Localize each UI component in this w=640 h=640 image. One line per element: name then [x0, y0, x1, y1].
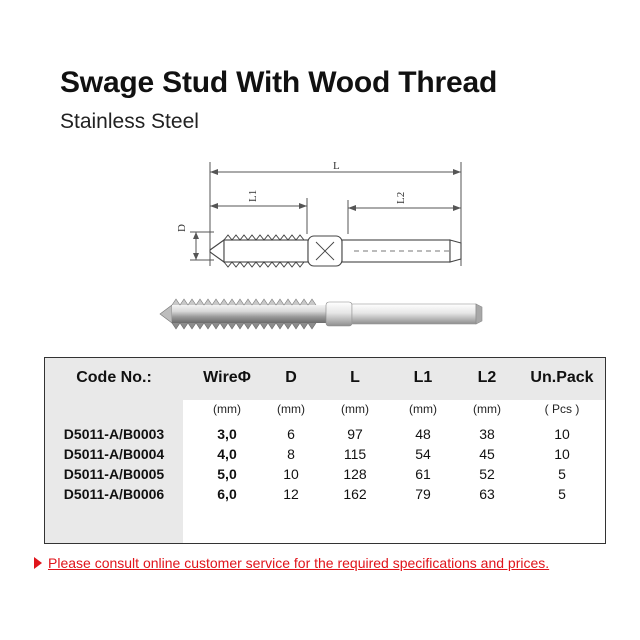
table-row-3-l2: 52 [479, 466, 495, 482]
table-row-3-l: 128 [343, 466, 367, 482]
table-row-1-d: 6 [287, 426, 295, 442]
table-row-4-code: D5011-A/B0006 [63, 486, 165, 502]
table-row-1-code: D5011-A/B0003 [63, 426, 165, 442]
dim-label-d: D [176, 224, 188, 232]
unit-unpack: ( Pcs ) [544, 402, 580, 416]
column-header-l: L [350, 369, 360, 386]
product-title: Swage Stud With Wood Thread [60, 66, 498, 99]
table-row-1-l2: 38 [479, 426, 495, 442]
table-row-3-d: 10 [283, 466, 299, 482]
column-header-unpack: Un.Pack [530, 369, 594, 386]
table-row-3-l1: 61 [415, 466, 431, 482]
table-row-4-d: 12 [283, 486, 299, 502]
table-row-1-wire: 3,0 [217, 426, 237, 442]
table-row-4-unpack: 5 [558, 486, 566, 502]
notice-text: Please consult online customer service for the required specifications and prices. [48, 555, 550, 571]
table-row-1-l: 97 [347, 426, 363, 442]
column-header-l1: L1 [413, 369, 433, 386]
table-row-2-code: D5011-A/B0004 [63, 446, 165, 462]
photo-stud [160, 299, 482, 329]
arrow-right-icon [34, 557, 42, 569]
table-row-2-l: 115 [343, 446, 367, 462]
table-row-4-l: 162 [343, 486, 367, 502]
table-row-3-unpack: 5 [558, 466, 566, 482]
table-row-4-l1: 79 [415, 486, 431, 502]
table-row-2-wire: 4,0 [217, 446, 237, 462]
table-row-4-l2: 63 [479, 486, 495, 502]
column-header-l2: L2 [477, 369, 497, 386]
column-header-wire: WireΦ [203, 369, 251, 386]
unit-l2: (mm) [473, 402, 501, 416]
column-header-code: Code No.: [76, 369, 152, 386]
unit-l: (mm) [341, 402, 369, 416]
dim-label-l1: L1 [247, 189, 259, 202]
unit-l1: (mm) [409, 402, 437, 416]
dimension-labels [176, 160, 407, 232]
table-row-2-unpack: 10 [554, 446, 570, 462]
customer-service-notice[interactable] [34, 555, 549, 571]
line-drawing-stud [210, 236, 461, 266]
unit-wire: (mm) [213, 402, 241, 416]
table-row-2-l2: 45 [479, 446, 495, 462]
dim-label-l2: L2 [395, 191, 407, 204]
table-row-1-l1: 48 [415, 426, 431, 442]
unit-d: (mm) [277, 402, 305, 416]
product-material: Stainless Steel [60, 110, 199, 133]
specification-table [44, 357, 606, 544]
table-row-3-code: D5011-A/B0005 [63, 466, 165, 482]
technical-drawing [0, 150, 640, 355]
dim-label-l: L [333, 160, 340, 172]
table-row-4-wire: 6,0 [217, 486, 237, 502]
table-row-2-d: 8 [287, 446, 295, 462]
table-row-2-l1: 54 [415, 446, 431, 462]
table-row-3-wire: 5,0 [217, 466, 237, 482]
table-row-1-unpack: 10 [554, 426, 570, 442]
column-header-d: D [285, 369, 297, 386]
